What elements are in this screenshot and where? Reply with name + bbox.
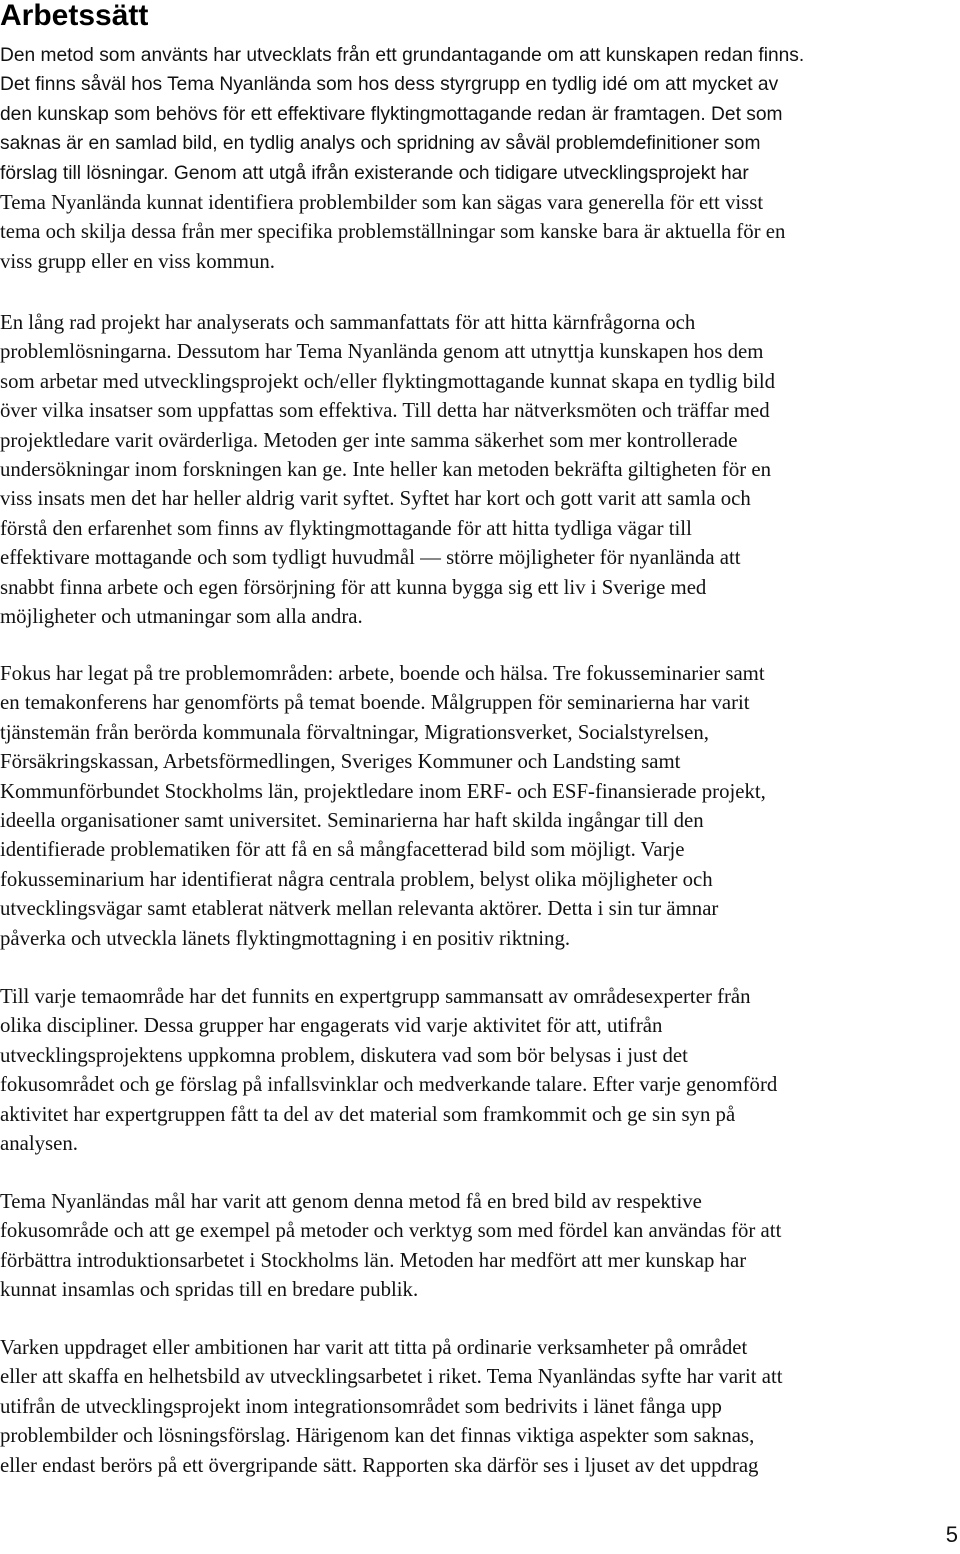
text-line: förbättra introduktionsarbetet i Stockholms län. Metoden har medfört att mer kunskap har xyxy=(0,1248,747,1272)
text-line: förslag till lösningar. Genom att utgå ifrån existerande och tidigare utvecklingsprojekt har xyxy=(0,162,749,184)
text-line: utifrån de utvecklingsprojekt inom integrationsområdet som bedrivits i länet fånga upp xyxy=(0,1394,722,1418)
text-line: Det finns såväl hos Tema Nyanlända som hos dess styrgrupp en tydlig idé om att mycket av xyxy=(0,74,779,96)
text-line: över vilka insatser som uppfattas som effektiva. Till detta har nätverksmöten och träffar med xyxy=(0,399,770,423)
text-line: snabbt finna arbete och egen försörjning för att kunna bygga sig ett liv i Sverige med xyxy=(0,575,707,599)
text-line: den kunskap som behövs för ett effektivare flyktingmottagande redan är framtagen. Det som xyxy=(0,103,783,125)
text-line: tema och skilja dessa från mer specifika problemställningar som kanske bara är aktuella för en xyxy=(0,220,786,244)
text-line: problemlösningarna. Dessutom har Tema Nyanlända genom att utnyttja kunskapen hos dem xyxy=(0,340,764,364)
text-line: eller endast berörs på ett övergripande sätt. Rapporten ska därför ses i ljuset av det uppdrag xyxy=(0,1453,759,1477)
text-line: fokusseminarium har identifierat några centrala problem, belyst olika möjligheter och xyxy=(0,867,713,891)
text-line: Fokus har legat på tre problemområden: arbete, boende och hälsa. Tre fokusseminarier samt xyxy=(0,662,765,685)
text-line: Tema Nyanländas mål har varit att genom denna metod få en bred bild av respektive xyxy=(0,1190,702,1213)
text-line: olika discipliner. Dessa grupper har engagerats vid varje aktivitet för att, utifrån xyxy=(0,1014,663,1038)
page-number: 5 xyxy=(945,1522,958,1547)
text-line: förstå den erfarenhet som finns av flyktingmottagande för att hitta tydliga vägar till xyxy=(0,516,692,540)
text-line: problembilder och lösningsförslag. Härigenom kan det finnas viktiga aspekter som saknas, xyxy=(0,1424,755,1448)
text-line: kunnat insamlas och spridas till en bredare publik. xyxy=(0,1278,419,1302)
paragraph-3 xyxy=(0,659,960,953)
text-line: Den metod som använts har utvecklats från ett grundantagande om att kunskapen redan finns. xyxy=(0,45,805,66)
text-line: utvecklingsprojektens uppkomna problem, diskutera vad som bör belysas i just det xyxy=(0,1043,688,1067)
text-line: aktivitet har expertgruppen fått ta del av det material som framkommit och ge sin syn på xyxy=(0,1102,736,1126)
text-line: utvecklingsvägar samt etablerat nätverk mellan relevanta aktörer. Detta i sin tur ämnar xyxy=(0,897,719,921)
text-line: effektivare mottagande och som tydligt huvudmål — större möjligheter för nyanlända att xyxy=(0,546,741,570)
text-line: Kommunförbundet Stockholms län, projektledare inom ERF- och ESF-finansierade projekt, xyxy=(0,779,766,803)
section-heading: Arbetssätt xyxy=(0,0,149,32)
text-line: fokusområdet och ge förslag på infallsvinklar och medverkande talare. Efter varje genomförd xyxy=(0,1073,778,1097)
paragraph-1 xyxy=(0,41,960,276)
text-line: viss grupp eller en viss kommun. xyxy=(0,249,275,273)
text-line: eller att skaffa en helhetsbild av utvecklingsarbetet i riket. Tema Nyanländas syfte har varit att xyxy=(0,1365,783,1389)
text-line: fokusområde och att ge exempel på metoder och verktyg som med fördel kan användas för att xyxy=(0,1219,782,1243)
text-line: identifierade problematiken för att få en så mångfacetterad bild som möjligt. Varje xyxy=(0,838,685,862)
text-line: ideella organisationer samt universitet. Seminarierna har haft skilda ingångar till den xyxy=(0,809,704,833)
text-line: Försäkringskassan, Arbetsförmedlingen, Sveriges Kommuner och Landsting samt xyxy=(0,750,681,774)
paragraph-6 xyxy=(0,1333,960,1480)
text-line: undersökningar inom forskningen kan ge. Inte heller kan metoden bekräfta giltigheten för en xyxy=(0,458,771,482)
text-line: Till varje temaområde har det funnits en expertgrupp sammansatt av områdesexperter från xyxy=(0,985,751,1008)
text-line: viss insats men det har heller aldrig varit syftet. Syftet har kort och gott varit att samla och xyxy=(0,487,751,511)
text-line: som arbetar med utvecklingsprojekt och/eller flyktingmottagande kunnat skapa en tydlig bild xyxy=(0,369,776,393)
text-line: tjänstemän från berörda kommunala förvaltningar, Migrationsverket, Socialstyrelsen, xyxy=(0,720,709,744)
text-line: projektledare varit ovärderliga. Metoden ger inte samma säkerhet som mer kontrollerade xyxy=(0,428,738,452)
text-line: analysen. xyxy=(0,1132,78,1156)
paragraph-2 xyxy=(0,308,960,631)
paragraph-5 xyxy=(0,1187,960,1305)
text-line: påverka och utveckla länets flyktingmottagning i en positiv riktning. xyxy=(0,926,571,950)
text-line: en temakonferens har genomförts på temat boende. Målgruppen för seminarierna har varit xyxy=(0,691,750,715)
text-line: Varken uppdraget eller ambitionen har varit att titta på ordinarie verksamheter på området xyxy=(0,1336,748,1359)
text-line: Tema Nyanlända kunnat identifiera problembilder som kan sägas vara generella för ett visst xyxy=(0,191,764,215)
text-line: saknas är en samlad bild, en tydlig analys och spridning av såväl problemdefinitioner som xyxy=(0,133,761,155)
text-line: möjligheter och utmaningar som alla andra. xyxy=(0,605,363,629)
paragraph-4 xyxy=(0,982,960,1158)
text-line: En lång rad projekt har analyserats och sammanfattats för att hitta kärnfrågorna och xyxy=(0,311,696,334)
